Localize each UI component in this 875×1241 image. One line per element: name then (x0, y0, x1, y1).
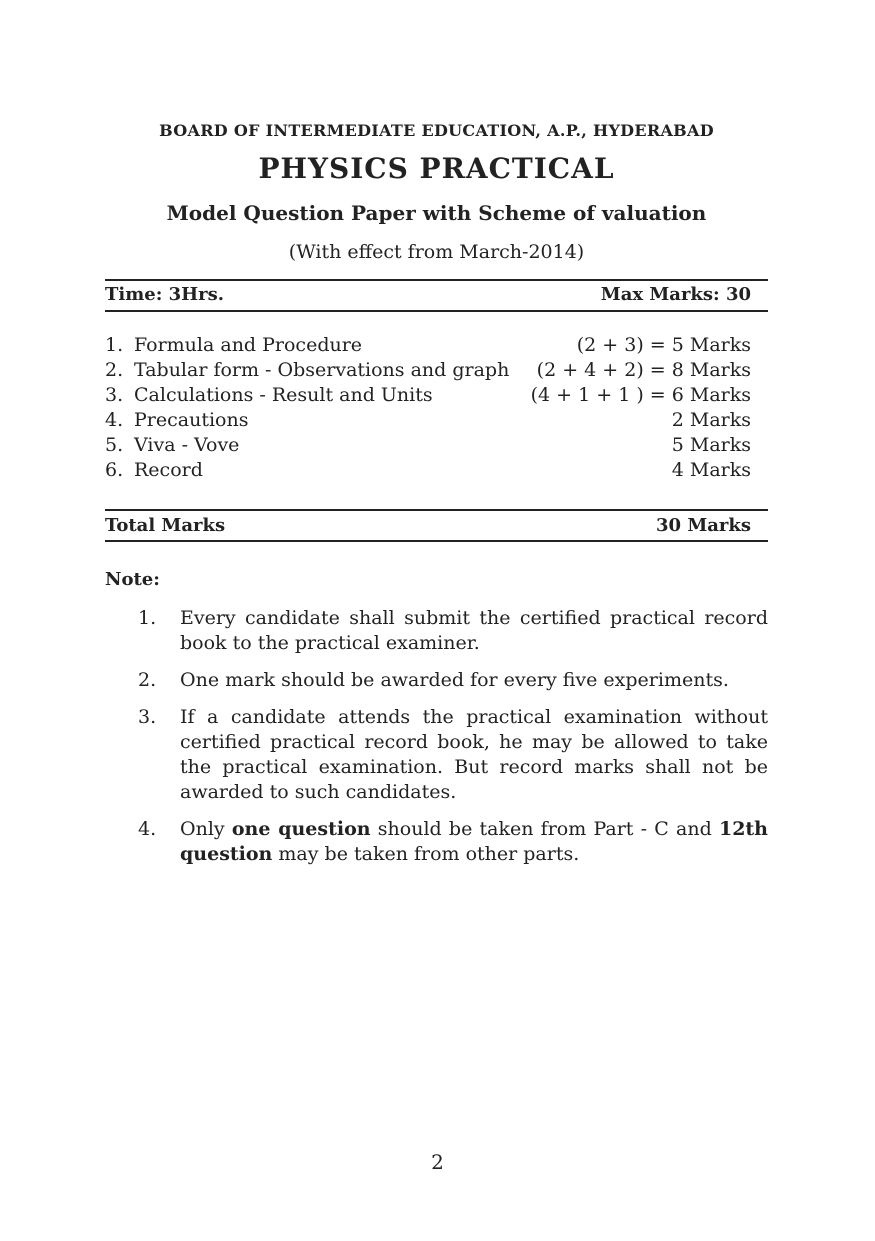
note-item (138, 668, 768, 693)
note-text: If a candidate attends the practical examination without certified practical record book, he may be allowed to take the practical examination. But record marks shall not be awarded to such candidates. (180, 706, 768, 803)
list-item (105, 408, 751, 433)
list-item (105, 358, 751, 383)
page-number: 2 (431, 1150, 444, 1174)
item-label: Precautions (134, 409, 249, 431)
divider-total-bottom (105, 540, 768, 542)
board-heading: BOARD OF INTERMEDIATE EDUCATION, A.P., HYDERABAD (159, 121, 714, 140)
item-marks: 2 Marks (671, 409, 751, 431)
divider-header-bottom (105, 310, 768, 312)
list-item (105, 333, 751, 358)
total-value: 30 Marks (656, 515, 751, 536)
note-emphasis: 12th question (180, 818, 768, 865)
item-label: Calculations - Result and Units (134, 384, 433, 406)
note-text-part: should be taken from Part - C and (370, 818, 719, 840)
note-text-part: may be taken from other parts. (272, 843, 580, 865)
note-number: 3. (138, 706, 157, 728)
note-heading: Note: (105, 569, 160, 590)
time-label: Time: 3Hrs. (105, 284, 225, 305)
item-number: 3. (105, 384, 124, 406)
list-item (105, 458, 751, 483)
item-number: 6. (105, 459, 124, 481)
page-subtitle: Model Question Paper with Scheme of valuation (166, 201, 707, 225)
divider-total-top (105, 509, 768, 511)
item-label: Record (134, 459, 203, 481)
item-marks: 5 Marks (671, 434, 751, 456)
note-text-part: Only (180, 818, 232, 840)
item-label: Tabular form - Observations and graph (134, 359, 510, 381)
note-text (180, 817, 768, 867)
effective-date: (With effect from March-2014) (288, 241, 585, 263)
item-number: 5. (105, 434, 124, 456)
total-label: Total Marks (105, 515, 226, 536)
note-text: One mark should be awarded for every five experiments. (180, 669, 729, 691)
item-label: Formula and Procedure (134, 334, 363, 356)
page-title: PHYSICS PRACTICAL (258, 152, 615, 185)
item-label: Viva - Vove (134, 434, 240, 456)
item-marks: 4 Marks (671, 459, 751, 481)
note-emphasis: one question (231, 818, 371, 840)
divider-top (105, 279, 768, 281)
list-item (105, 383, 751, 408)
note-number: 1. (138, 607, 157, 629)
note-item (138, 705, 768, 805)
item-marks: (2 + 3) = 5 Marks (576, 334, 751, 356)
notes-list (138, 606, 768, 879)
note-number: 2. (138, 669, 157, 691)
item-number: 4. (105, 409, 124, 431)
item-marks: (4 + 1 + 1 ) = 6 Marks (530, 384, 751, 406)
max-marks-label: Max Marks: 30 (600, 284, 751, 305)
list-item (105, 433, 751, 458)
item-number: 1. (105, 334, 124, 356)
exam-info-row (105, 284, 751, 305)
total-row (105, 515, 751, 536)
note-text: Every candidate shall submit the certified practical record book to the practical examiner. (180, 607, 768, 654)
marks-scheme-list (105, 333, 751, 483)
note-item (138, 606, 768, 656)
item-number: 2. (105, 359, 124, 381)
note-item (138, 817, 768, 867)
note-number: 4. (138, 818, 157, 840)
item-marks: (2 + 4 + 2) = 8 Marks (536, 359, 751, 381)
